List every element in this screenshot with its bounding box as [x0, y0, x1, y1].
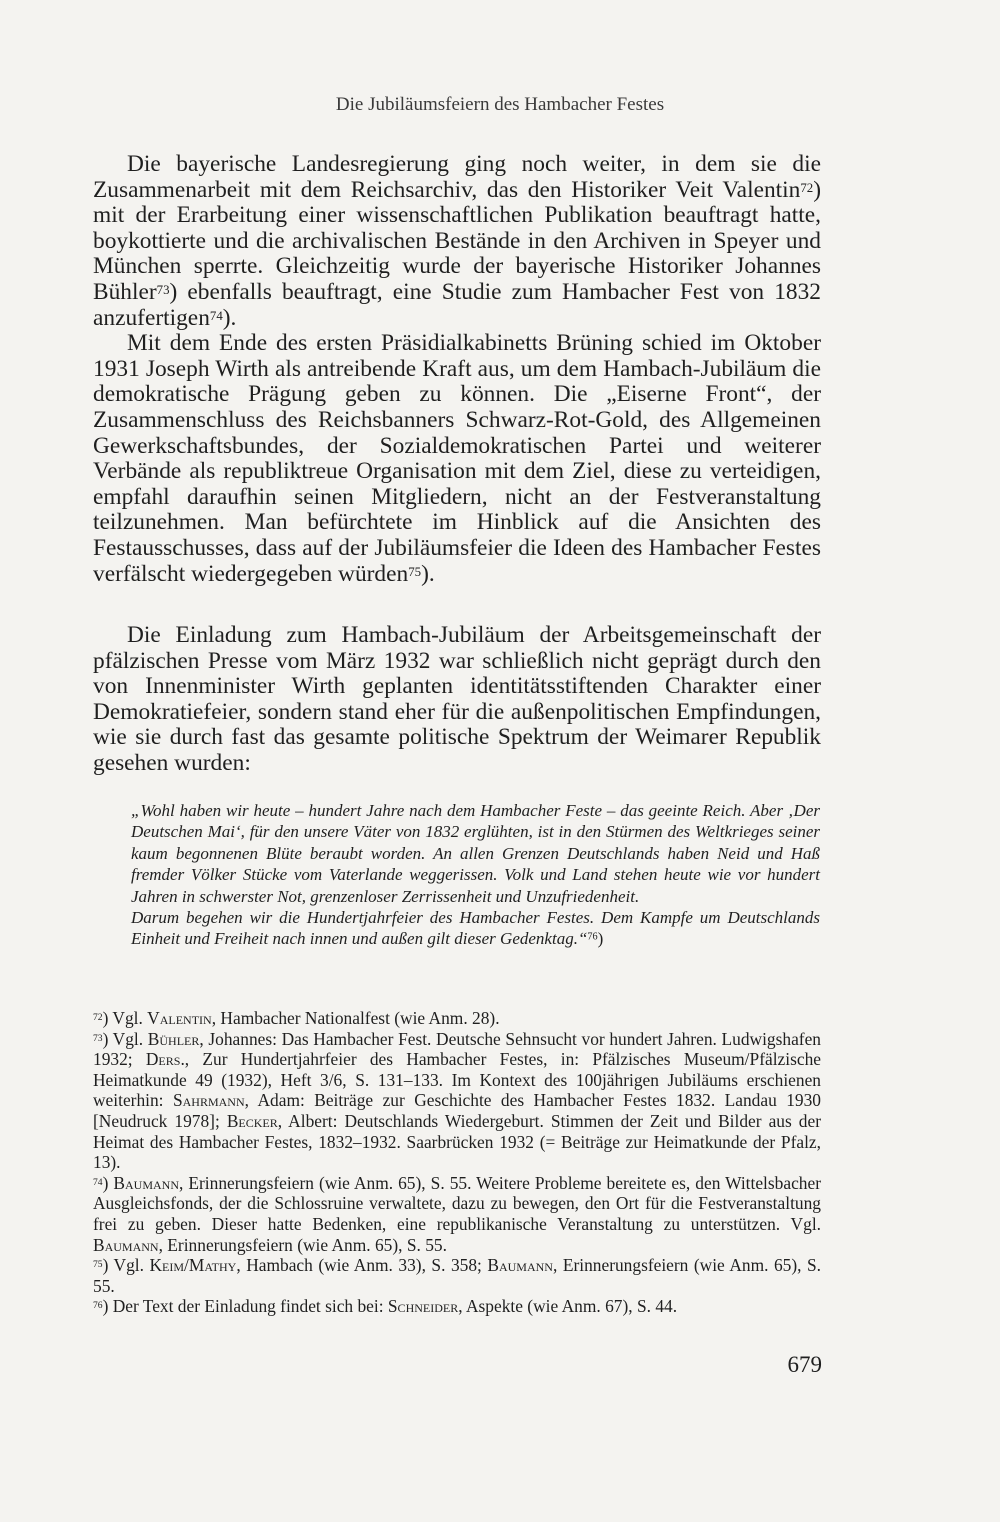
quote-paragraph: Darum begehen wir die Hundertjahrfeier des Hambacher Festes. Dem Kampfe um Deutschlands Einheit und Freiheit nach innen und außen gilt dieser Gedenktag.“$^{76}$) [131, 908, 820, 949]
body-text-lower [93, 623, 821, 777]
footnote-ref: 73 [156, 282, 170, 297]
footnote: $^{74}$) Baumann, Erinnerungsfeiern (wie Anm. 65), S. 55. Weitere Probleme bereitete es, den Wittelsbacher Ausgleichsfonds, der die Schlossruine verwaltete, dazu zu bewegen, den Ort für die Festveranstaltung frei zu geben. Dieser hatte Bedenken, eine republikanische Veranstaltung zu unterstützen. Vgl. Baumann, Erinnerungsfeiern (wie Anm. 65), S. 55. [93, 1172, 821, 1255]
footnote-ref: 75 [408, 564, 422, 579]
block-quote [131, 800, 820, 950]
footnote-ref: 74 [209, 308, 223, 323]
footnote-ref: 76 [587, 931, 598, 943]
footnote-ref: 72 [800, 180, 814, 195]
running-header: Die Jubiläumsfeiern des Hambacher Festes [335, 94, 665, 115]
paragraph: Mit dem Ende des ersten Präsidialkabinetts Brüning schied im Oktober 1931 Joseph Wirth als antreibende Kraft aus, um dem Hambach-Jubiläum die demokratische Prägung geben zu können. Die „Eiserne Front“, der Zusammenschluss des Reichsbanners Schwarz-Rot-Gold, des Allgemeinen Gewerkschaftsbundes, der Sozialdemokratischen Partei und weiterer Verbände als republiktreue Organisation mit dem Ziel, diese zu verteidigen, empfahl daraufhin seinen Mitgliedern, nicht an der Festveranstaltung teilzunehmen. Man befürchtete im Hinblick auf die Ansichten des Festausschusses, dass auf der Jubiläumsfeier die Ideen des Hambacher Festes verfälscht wiedergegeben würden$^{75}$). [93, 330, 821, 587]
footnote: $^{73}$) Vgl. Bühler, Johannes: Das Hambacher Fest. Deutsche Sehnsucht vor hundert Jahren. Ludwigshafen 1932; Ders., Zur Hundertjahrfeier des Hambacher Festes, in: Pfälzisches Museum/Pfälzische Heimatkunde 49 (1932), Heft 3/6, S. 131–133. Im Kontext des 100jährigen Jubiläums erschienen weiterhin: Sahrmann, Adam: Beiträge zur Geschichte des Hambacher Festes 1832. Landau 1930 [Neudruck 1978]; Becker, Albert: Deutschlands Wiedergeburt. Stimmen der Zeit und Bilder aus der Heimat des Hambacher Festes, 1832–1932. Saarbrücken 1932 (= Beiträge zur Heimatkunde der Pfalz, 13). [93, 1028, 821, 1173]
footnote: $^{76}$) Der Text der Einladung findet sich bei: Schneider, Aspekte (wie Anm. 67), S. 44. [93, 1296, 678, 1317]
page-number: 679 [787, 1352, 822, 1377]
footnotes [93, 1008, 821, 1317]
footnote: $^{72}$) Vgl. Valentin, Hambacher Nationalfest (wie Anm. 28). [93, 1008, 500, 1028]
paragraph: Die bayerische Landesregierung ging noch weiter, in dem sie die Zusammenarbeit mit dem Reichsarchiv, das den Historiker Veit Valentin$^{72}$) mit der Erarbeitung einer wissenschaftlichen Publikation beauftragt hatte, boykottierte und die archivalischen Bestände in den Archiven in Speyer und München sperrte. Gleichzeitig wurde der bayerische Historiker Johannes Bühler$^{73}$) ebenfalls beauftragt, eine Studie zum Hambacher Fest von 1832 anzufertigen$^{74}$). [93, 151, 821, 331]
quote-paragraph: „Wohl haben wir heute – hundert Jahre nach dem Hambacher Feste – das geeinte Reich. Aber ‚Der Deutschen Mai‘, für den unsere Väter von 1832 erglühten, ist in den Stürmen des Weltkrieges seiner kaum begonnenen Blüte beraubt worden. An allen Grenzen Deutschlands haben Neid und Haß fremder Völker Stücke vom Vaterlande weggerissen. Volk und Land stehen heute wie vor hundert Jahren in schwerster Not, grenzenloser Zerrissenheit und Unzufriedenheit. [131, 801, 820, 906]
paragraph: Die Einladung zum Hambach-Jubiläum der Arbeitsgemeinschaft der pfälzischen Presse vom März 1932 war schließlich nicht geprägt durch den von Innenminister Wirth geplanten identitätsstiftenden Charakter einer Demokratiefeier, sondern stand eher für die außenpolitischen Empfindungen, wie sie durch fast das gesamte politische Spektrum der Weimarer Republik gesehen wurden: [93, 622, 821, 776]
body-text-upper [93, 152, 821, 587]
footnote: $^{75}$) Vgl. Keim/Mathy, Hambach (wie Anm. 33), S. 358; Baumann, Erinnerungsfeiern (wie Anm. 65), S. 55. [93, 1255, 822, 1296]
